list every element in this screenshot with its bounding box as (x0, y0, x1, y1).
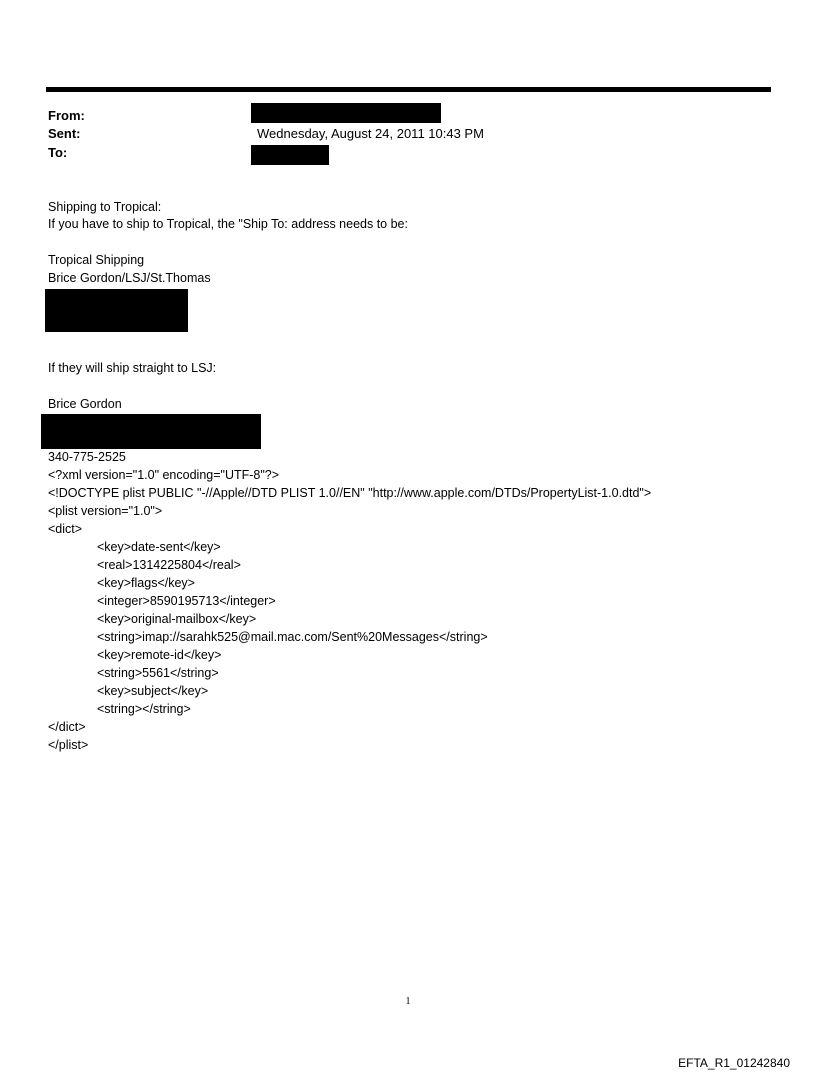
body-line-phone: 340-775-2525 (48, 450, 126, 464)
bates-number: EFTA_R1_01242840 (678, 1056, 790, 1070)
plist-entry: <real>1314225804</real> (97, 558, 241, 572)
plist-dict-close: </dict> (48, 720, 86, 734)
plist-entry: <key>remote-id</key> (97, 648, 222, 662)
plist-open-tag: <plist version="1.0"> (48, 504, 163, 518)
plist-dict-open: <dict> (48, 522, 83, 536)
body-line-ship-straight: If they will ship straight to LSJ: (48, 361, 217, 375)
plist-entry: <string></string> (97, 702, 191, 716)
plist-close-tag: </plist> (48, 738, 89, 752)
plist-entry: <string>5561</string> (97, 666, 219, 680)
plist-xml-declaration: <?xml version="1.0" encoding="UTF-8"?> (48, 468, 280, 482)
plist-doctype: <!DOCTYPE plist PUBLIC "-//Apple//DTD PLIST 1.0//EN" "http://www.apple.com/DTDs/PropertyList-1.0.dtd"> (48, 486, 652, 500)
body-line-brice-gordon: Brice Gordon (48, 397, 122, 411)
body-line-ship-to-instructions: If you have to ship to Tropical, the "Ship To: address needs to be: (48, 217, 408, 231)
body-line-brice-gordon-lsj: Brice Gordon/LSJ/St.Thomas (48, 271, 211, 285)
sent-label: Sent: (48, 126, 81, 141)
redacted-to (251, 145, 329, 165)
top-rule (46, 87, 771, 92)
plist-entry: <key>date-sent</key> (97, 540, 221, 554)
redacted-address-2 (41, 414, 261, 449)
plist-entry: <string>imap://sarahk525@mail.mac.com/Sent%20Messages</string> (97, 630, 488, 644)
redacted-address-1 (45, 289, 188, 332)
plist-entry: <key>original-mailbox</key> (97, 612, 257, 626)
from-label: From: (48, 108, 85, 123)
page-number: 1 (405, 996, 411, 1007)
body-line-shipping-to-tropical: Shipping to Tropical: (48, 200, 162, 214)
plist-entry: <key>flags</key> (97, 576, 195, 590)
body-line-tropical-shipping: Tropical Shipping (48, 253, 145, 267)
to-label: To: (48, 145, 68, 160)
plist-entry: <integer>8590195713</integer> (97, 594, 276, 608)
sent-value: Wednesday, August 24, 2011 10:43 PM (257, 126, 484, 141)
plist-entry: <key>subject</key> (97, 684, 209, 698)
redacted-from (251, 103, 441, 123)
